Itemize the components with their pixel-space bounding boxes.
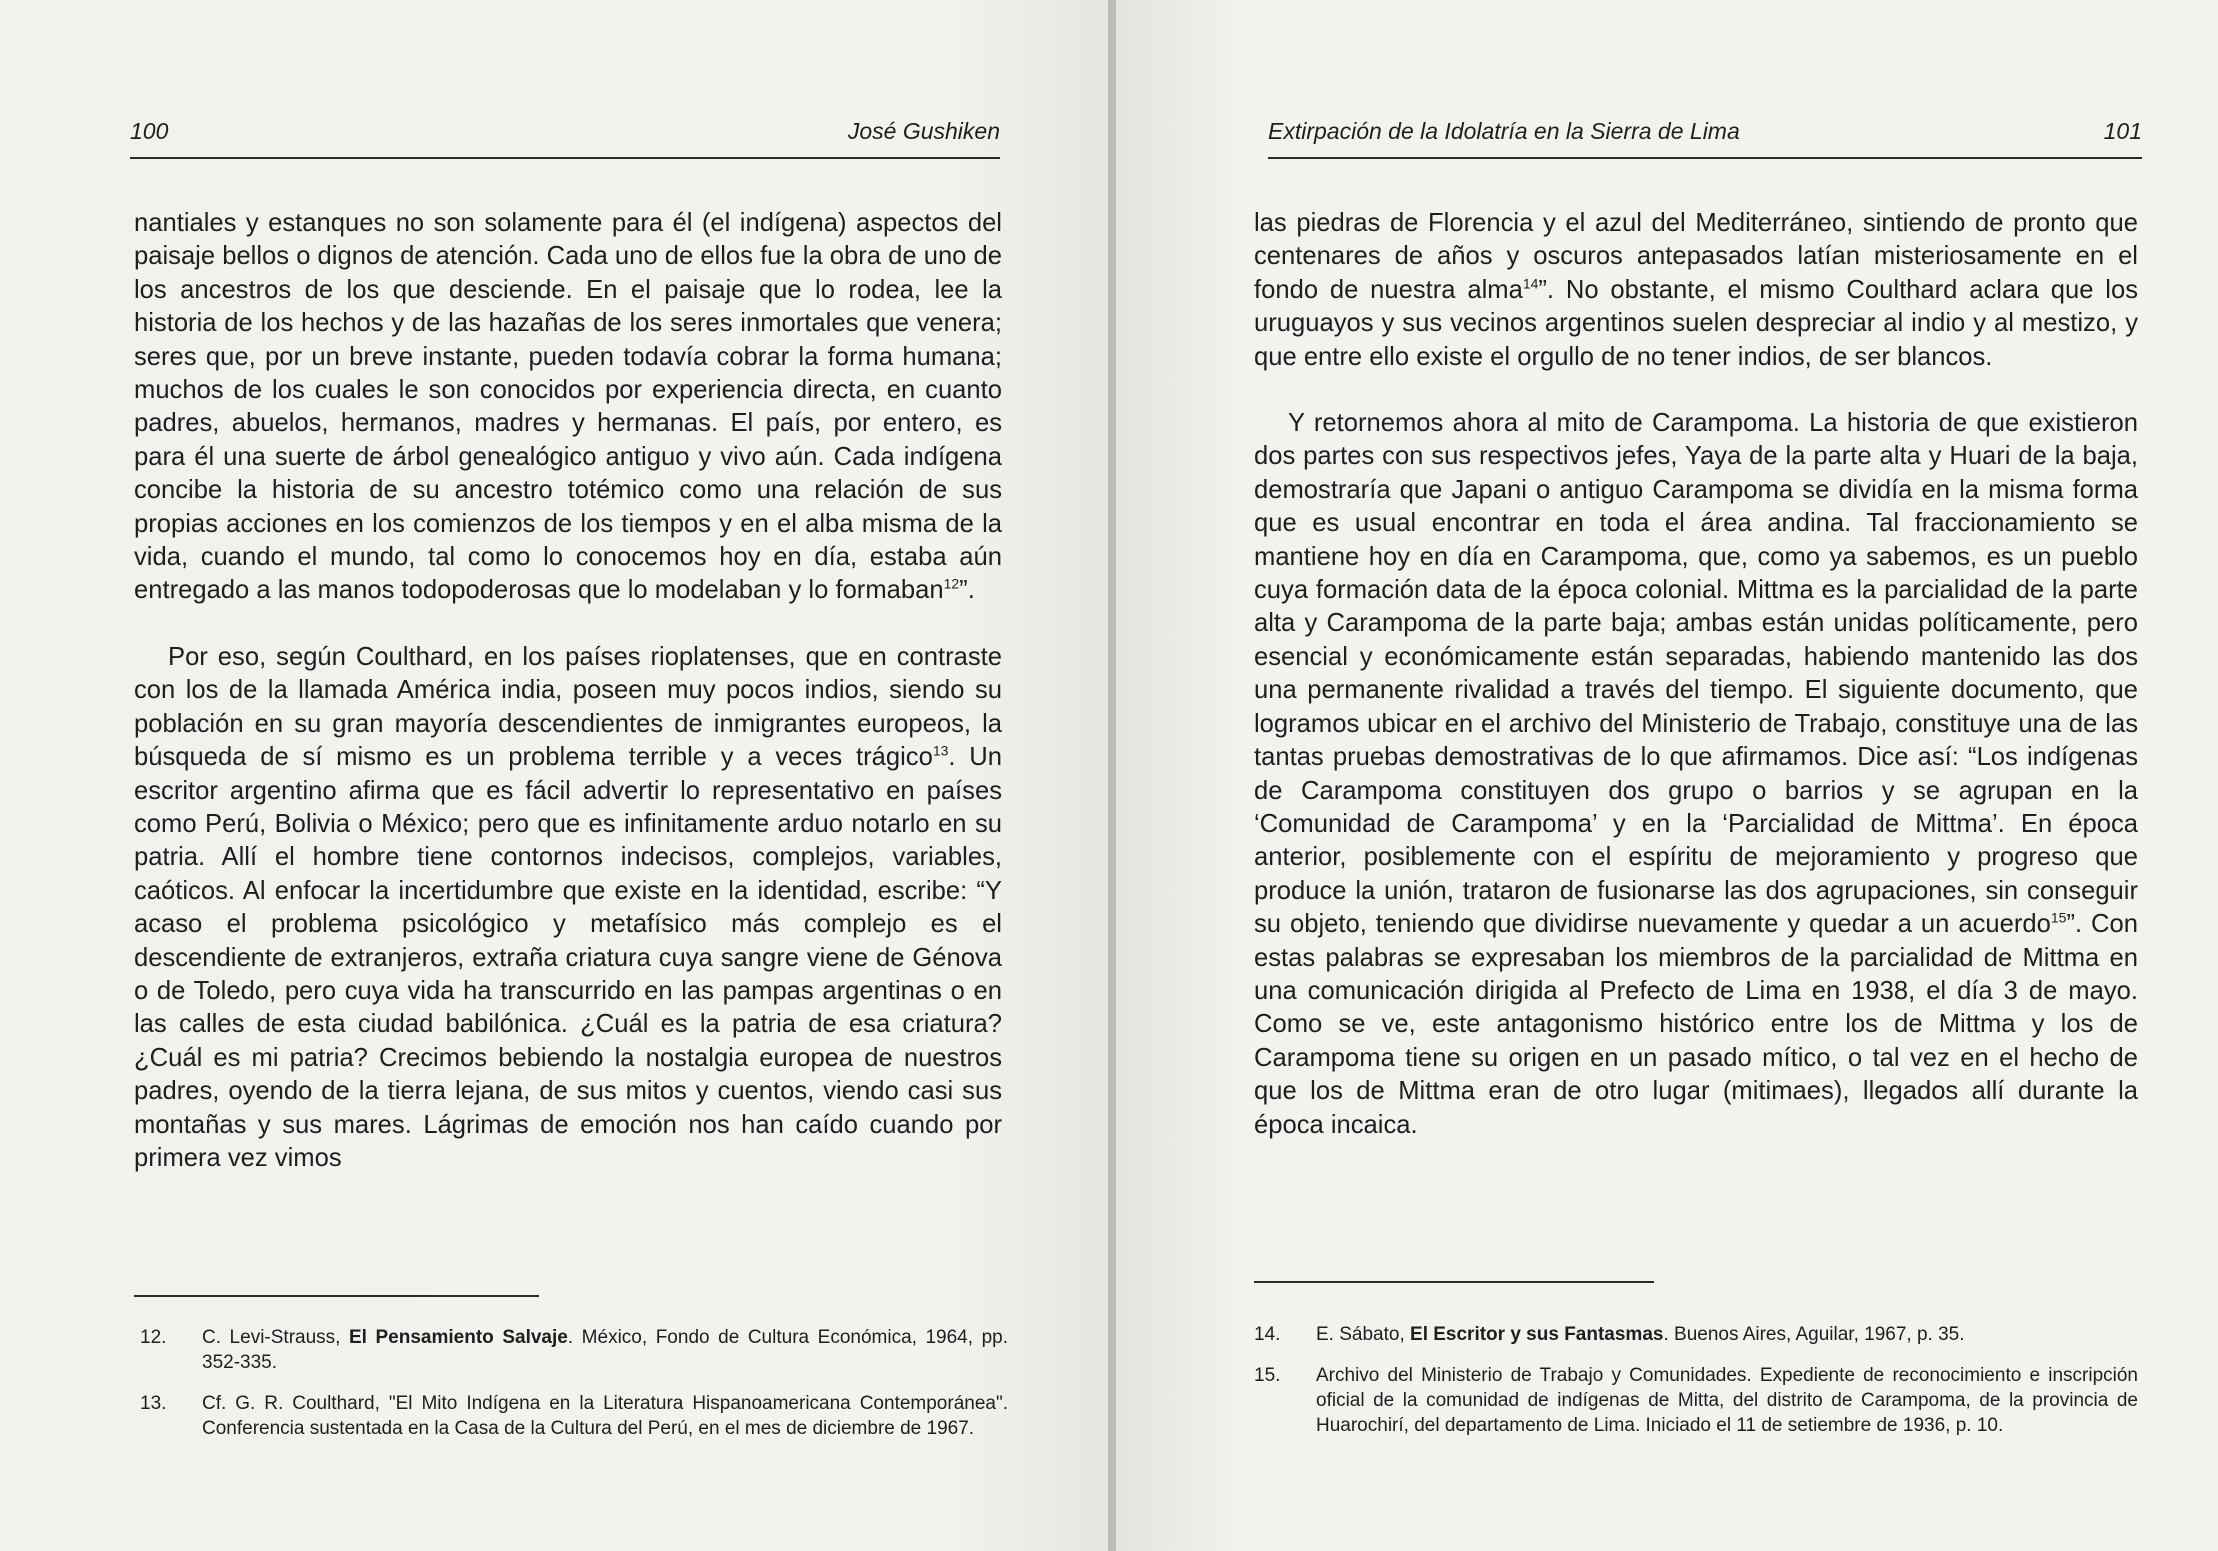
right-footnote-rule: [1254, 1281, 1654, 1283]
left-footnotes: [140, 1325, 1008, 1457]
left-running-head: José Gushiken: [847, 118, 1000, 144]
footnote-15: 15. Archivo del Ministerio de Trabajo y Comunidades. Expediente de reconocimiento e inscripción oficial de la comunidad de indígenas de Mitta, del distrito de Carampoma, de la provincia de Huarochirí, del departamento de Lima. Iniciado el 11 de setiembre de 1936, p. 10.: [1254, 1365, 2138, 1436]
footnote-ref-13: 13: [932, 742, 949, 759]
left-body-text: [134, 207, 1002, 1175]
left-page-number: 100: [130, 118, 169, 144]
right-page: [1116, 0, 2218, 1551]
right-paragraph-1: las piedras de Florencia y el azul del Mediterráneo, sintiendo de pronto que centenares de años y oscuros antepasados latían misteriosamente en el fondo de nuestra alma$^{14}$”. No obstante, el mismo Coulthard aclara que los uruguayos y sus vecinos argentinos suelen despreciar al indio y al mestizo, y que entre ello existe el orgullo de no tener indios, de ser blancos.: [1254, 209, 2138, 371]
right-body-text: [1254, 207, 2138, 1142]
left-page: [0, 0, 1108, 1551]
footnote-13: 13. Cf. G. R. Coulthard, "El Mito Indígena en la Literatura Hispanoamericana Contemporánea". Conferencia sustentada en la Casa de la Cultura del Perú, en el mes de diciembre de 1967.: [140, 1393, 1008, 1439]
right-page-number: 101: [2103, 118, 2142, 144]
footnote-14: 14. E. Sábato, El Escritor y sus Fantasmas. Buenos Aires, Aguilar, 1967, p. 35.: [1254, 1324, 1965, 1345]
footnote-12: 12. C. Levi-Strauss, El Pensamiento Salvaje. México, Fondo de Cultura Económica, 1964, pp. 352-335.: [140, 1327, 1008, 1373]
right-footnotes: [1254, 1322, 2138, 1454]
footnote-ref-14: 14: [1522, 275, 1539, 292]
right-running-head: Extirpación de la Idolatría en la Sierra de Lima: [1268, 118, 1740, 144]
right-header: [1268, 118, 2142, 158]
left-paragraph-2: Por eso, según Coulthard, en los países rioplatenses, que en contraste con los de la llamada América india, poseen muy pocos indios, siendo su población en su gran mayoría descendientes de inmigrantes europeos, la búsqueda de sí mismo es un problema terrible y a veces trágico$^{13}$. Un escritor argentino afirma que es fácil advertir lo representativo en países como Perú, Bolivia o México; pero que es infinitamente arduo notarlo en su patria. Allí el hombre tiene contornos indecisos, complejos, variables, caóticos. Al enfocar la incertidumbre que existe en la identidad, escribe: “Y acaso el problema psicológico y metafísico más complejo es el descendiente de extranjeros, extraña criatura cuya sangre viene de Génova o de Toledo, pero cuya vida ha transcurrido en las pampas argentinas o en las calles de esta ciudad babilónica. ¿Cuál es la patria de esa criatura? ¿Cuál es mi patria? Crecimos bebiendo la nostalgia europea de nuestros padres, oyendo de la tierra lejana, de sus mitos y cuentos, viendo casi sus montañas y sus mares. Lágrimas de emoción nos han caído cuando por primera vez vimos: [134, 642, 1002, 1172]
footnote-ref-15: 15: [2050, 909, 2067, 926]
right-header-rule: [1268, 157, 2142, 159]
left-header-rule: [130, 157, 1000, 159]
footnote-ref-12: 12: [943, 575, 960, 592]
left-paragraph-1: nantiales y estanques no son solamente para él (el indígena) aspectos del paisaje bellos o dignos de atención. Cada uno de ellos fue la obra de uno de los ancestros de los que desciende. En el paisaje que lo rodea, lee la historia de los hechos y de las hazañas de los seres inmortales que venera; seres que, por un breve instante, pueden todavía cobrar la forma humana; muchos de los cuales le son conocidos por experiencia directa, en cuanto padres, abuelos, hermanos, madres y hermanas. El país, por entero, es para él una suerte de árbol genealógico antiguo y vivo aún. Cada indígena concibe la historia de su ancestro totémico como una relación de sus propias acciones en los comienzos de los tiempos y en el alba misma de la vida, cuando el mundo, tal como lo conocemos hoy en día, estaba aún entregado a las manos todopoderosas que lo modelaban y lo formaban$^{12}$”.: [134, 209, 1002, 605]
left-footnote-rule: [134, 1295, 539, 1297]
right-paragraph-2: Y retornemos ahora al mito de Carampoma. La historia de que existieron dos partes con sus respectivos jefes, Yaya de la parte alta y Huari de la baja, demostraría que Japani o antiguo Carampoma se dividía en la misma forma que es usual encontrar en toda el área andina. Tal fraccionamiento se mantiene hoy en día en Carampoma, que, como ya sabemos, es un pueblo cuya formación data de la época colonial. Mittma es la parcialidad de la parte alta y Carampoma de la parte baja; ambas están unidas políticamente, pero esencial y económicamente están separadas, habiendo mantenido las dos una permanente rivalidad a través del tiempo. El siguiente documento, que logramos ubicar en el archivo del Ministerio de Trabajo, constituye una de las tantas pruebas demostrativas de lo que afirmamos. Dice así: “Los indígenas de Carampoma constituyen dos grupo o barrios y se agrupan en la ‘Comunidad de Carampoma’ y en la ‘Parcialidad de Mittma’. En época anterior, posiblemente con el espíritu de mejoramiento y progreso que produce la unión, trataron de fusionarse las dos agrupaciones, sin conseguir su objeto, teniendo que dividirse nuevamente y quedar a un acuerdo$^{15}$”. Con estas palabras se expresaban los miembros de la parcialidad de Mittma en una comunicación dirigida al Prefecto de Lima en 1938, el día 3 de mayo. Como se ve, este antagonismo histórico entre los de Mittma y los de Carampoma tiene su origen en un pasado mítico, o tal vez en el hecho de que los de Mittma eran de otro lugar (mitimaes), llegados allí durante la época incaica.: [1254, 409, 2139, 1139]
left-header: [130, 118, 1000, 158]
book-gutter: [1108, 0, 1116, 1551]
